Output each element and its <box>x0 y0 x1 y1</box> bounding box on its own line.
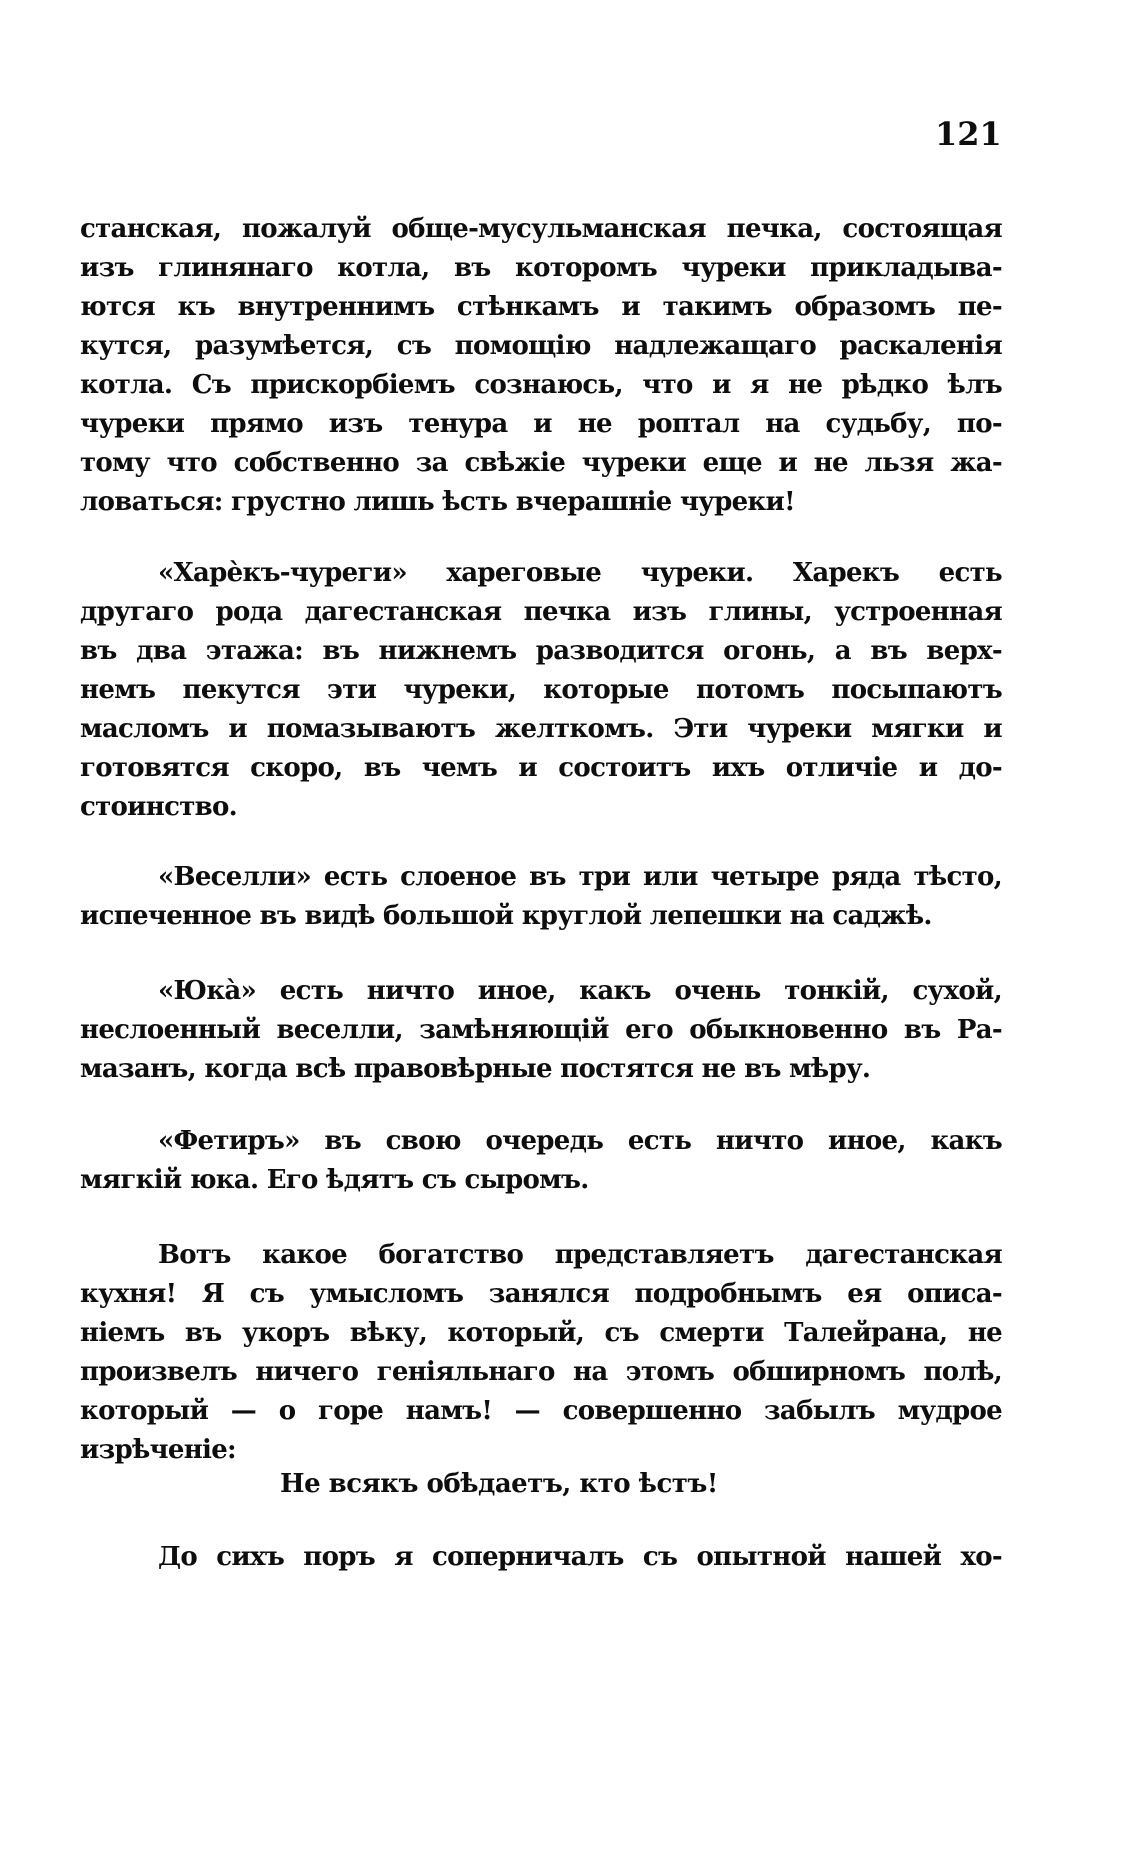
text-line: «Юкà» есть ничто иное, какъ очень тонкій, сухой, <box>158 976 1002 1006</box>
text-line: мазанъ, когда всѣ правовѣрные постятся не въ мѣру. <box>80 1054 871 1084</box>
text-line: который — о горе намъ! — совершенно забылъ мудрое <box>80 1396 1002 1426</box>
text-line: другаго рода дагестанская печка изъ глины, устроенная <box>80 597 1002 627</box>
text-line: «Фетиръ» въ свою очередь есть ничто иное, какъ <box>158 1126 1002 1156</box>
text-line: въ два этажа: въ нижнемъ разводится огонь, а въ верх- <box>80 636 1002 666</box>
text-line: изъ глинянаго котла, въ которомъ чуреки прикладыва- <box>80 253 1002 283</box>
text-line: чуреки прямо изъ тенура и не роптал на судьбу, по- <box>80 409 1002 439</box>
text-line: кутся, разумѣется, съ помощію надлежащаго раскаленія <box>80 331 1002 361</box>
text-line: неслоенный веселли, замѣняющій его обыкновенно въ Ра- <box>80 1015 1002 1045</box>
text-line: «Харѐкъ-чуреги» хареговые чуреки. Харекъ есть <box>158 558 1002 588</box>
paragraph-5 <box>80 1122 1002 1200</box>
text-line: ловаться: грустно лишь ѣсть вчерашніе чуреки! <box>80 487 795 517</box>
text-line: «Веселли» есть слоеное въ три или четыре ряда тѣсто, <box>158 862 1002 892</box>
paragraph-1 <box>80 210 1002 522</box>
page-number: 121 <box>935 115 1002 153</box>
paragraph-2 <box>80 554 1002 827</box>
text-line: готовятся скоро, въ чемъ и состоитъ ихъ отличіе и до- <box>80 753 1002 783</box>
text-line: немъ пекутся эти чуреки, которые потомъ посыпаютъ <box>80 675 1002 705</box>
text-line: Вотъ какое богатство представляетъ дагестанская <box>158 1240 1002 1270</box>
paragraph-3 <box>80 858 1002 936</box>
text-line: мягкій юка. Его ѣдятъ съ сыромъ. <box>80 1165 589 1195</box>
text-line: котла. Съ прискорбіемъ сознаюсь, что и я не рѣдко ѣлъ <box>80 370 1002 400</box>
text-line: стоинство. <box>80 792 237 822</box>
text-line: произвелъ ничего геніяльнаго на этомъ обширномъ полѣ, <box>80 1357 1002 1387</box>
text-line: масломъ и помазываютъ желткомъ. Эти чуреки мягки и <box>80 714 1002 744</box>
text-line: ніемъ въ укоръ вѣку, который, съ смерти Талейрана, не <box>80 1318 1002 1348</box>
text-line: испеченное въ видѣ большой круглой лепешки на саджѣ. <box>80 901 932 931</box>
paragraph-6 <box>80 1236 1002 1470</box>
paragraph-7 <box>80 1538 1002 1577</box>
quotation: Не всякъ обѣдаетъ, кто ѣстъ! <box>280 1469 718 1499</box>
text-line: тому что собственно за свѣжіе чуреки еще и не льзя жа- <box>80 448 1002 478</box>
text-line: До сихъ поръ я соперничалъ съ опытной нашей хо- <box>158 1542 1002 1572</box>
text-line: кухня! Я съ умысломъ занялся подробнымъ ея описа- <box>80 1279 1002 1309</box>
paragraph-4 <box>80 972 1002 1089</box>
text-line: изрѣченіе: <box>80 1435 236 1465</box>
text-line: ются къ внутреннимъ стѣнкамъ и такимъ образомъ пе- <box>80 292 1002 322</box>
text-line: станская, пожалуй обще-мусульманская печка, состоящая <box>80 214 1002 244</box>
